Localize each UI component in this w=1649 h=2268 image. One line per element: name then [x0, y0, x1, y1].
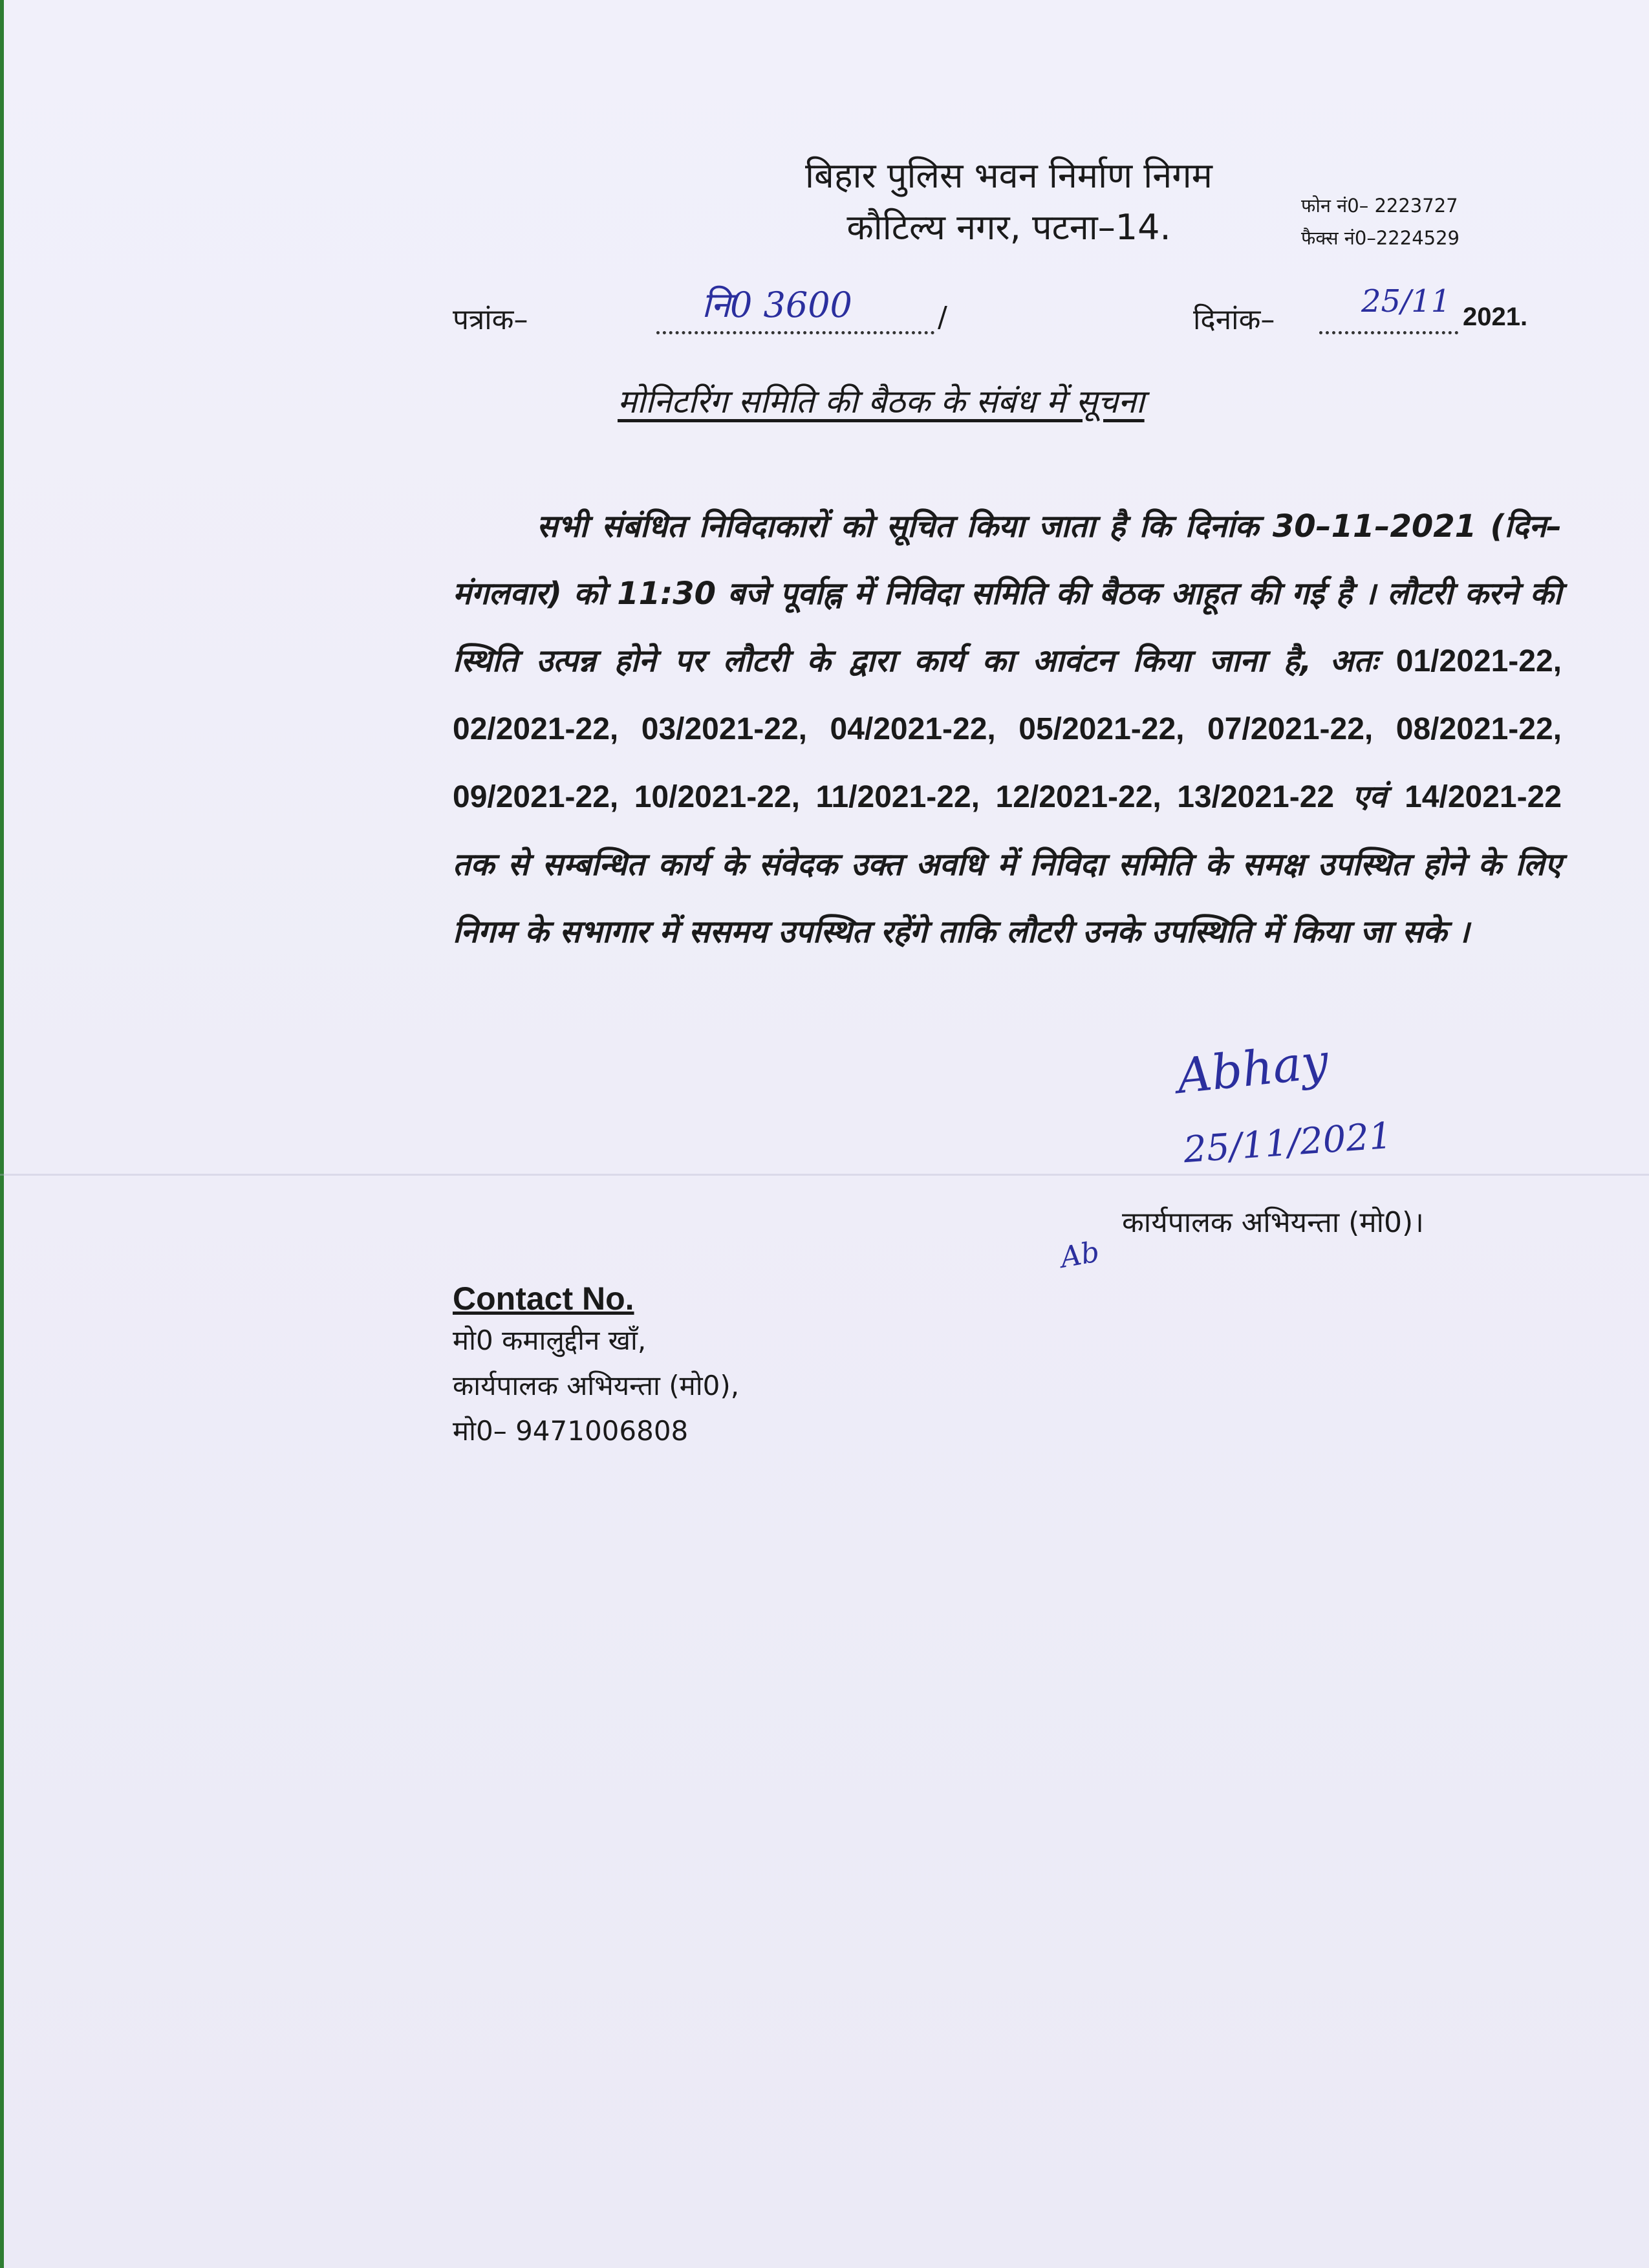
org-address: कौटिल्य नगर, पटना–14. [846, 207, 1171, 248]
org-name: बिहार पुलिस भवन निर्माण निगम [805, 155, 1212, 196]
notice-body [453, 493, 1562, 966]
contact-designation: कार्यपालक अभियन्ता (मो0), [453, 1370, 740, 1401]
body-part-1: सभी संबंधित निविदाकारों को सूचित किया जाता है कि दिनांक 30–11–2021 (दिन– मंगलवार) को 11:30 बजे पूर्वाह्न में निविदा समिति की बैठक आहूत की गई है । लौटरी करने की स्थिति उत्पन्न होने पर लौटरी के द्वारा कार्य का आवंटन किया जाना है, अतः [453, 508, 1562, 679]
subject-heading: मोनिटरिंग समिति की बैठक के संबंध में सूचना [618, 383, 1145, 420]
contact-block [453, 1279, 739, 1454]
date-handwritten: 25/11 [1361, 283, 1451, 319]
contact-heading: Contact No. [453, 1280, 634, 1317]
signatory-title: कार्यपालक अभियन्ता (मो0)। [1122, 1206, 1424, 1239]
paper-fold [0, 1174, 1649, 1176]
letterhead [757, 150, 1261, 254]
letterhead-contacts [1301, 189, 1460, 254]
body-part-2: तक से सम्बन्धित कार्य के संवेदक उक्त अवधि में निविदा समिति के समक्ष उपस्थित होने के लिए निगम के सभागार में ससमय उपस्थित रहेंगे ताकि लौटरी उनके उपस्थिति में किया जा सके । [453, 847, 1562, 950]
fax-number: फैक्स नं0–2224529 [1301, 227, 1460, 249]
reference-label: पत्रांक– [453, 303, 528, 336]
date-dotted-line [1319, 331, 1458, 334]
body-and: एवं [1352, 779, 1387, 815]
scan-edge [0, 0, 4, 2268]
date-year: 2021. [1463, 303, 1528, 331]
reference-number-handwritten: नि0 3600 [702, 285, 852, 325]
phone-number: फोन नं0– 2223727 [1301, 195, 1458, 217]
work-numbers: 01/2021-22, 02/2021-22, 03/2021-22, 04/2021-22, 05/2021-22, 07/2021-22, 08/2021-22, 09/2021-22, 10/2021-22, 11/2021-22, 12/2021-22, 13/2021-22 [453, 644, 1562, 814]
handwritten-initials: Ab [1058, 1235, 1102, 1275]
reference-dotted-line [656, 331, 934, 334]
signature: Abhay [1174, 1033, 1331, 1105]
contact-mobile: मो0– 9471006808 [453, 1415, 689, 1447]
date-label: दिनांक– [1193, 303, 1275, 336]
signature-date: 25/11/2021 [1182, 1114, 1394, 1172]
work-number-last: 14/2021-22 [1405, 780, 1562, 814]
reference-slash: / [938, 301, 947, 334]
contact-name: मो0 कमालुद्दीन खाँ, [453, 1324, 647, 1356]
